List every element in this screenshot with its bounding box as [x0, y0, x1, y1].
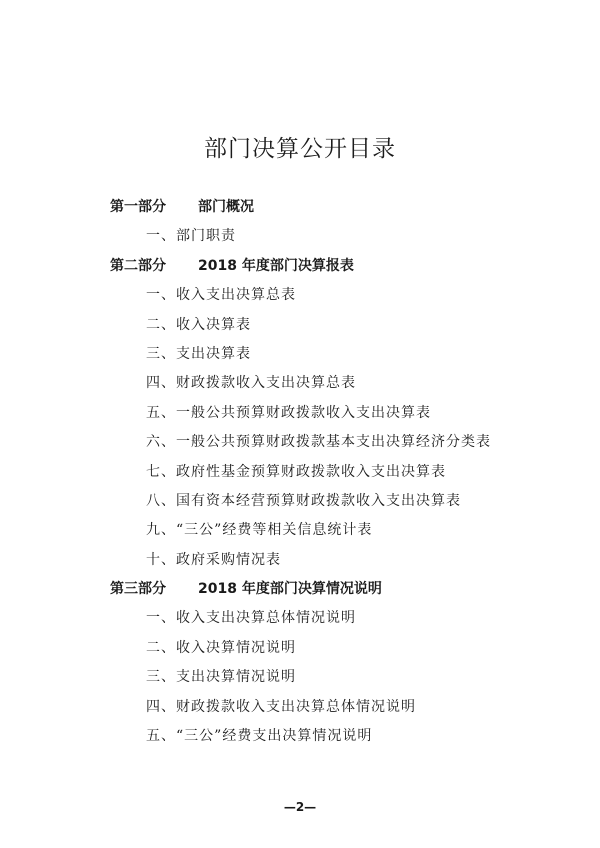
toc-item: 三、支出决算情况说明 — [146, 669, 296, 686]
part-heading-2 — [0, 252, 600, 281]
toc-item: 六、一般公共预算财政拨款基本支出决算经济分类表 — [146, 434, 491, 451]
toc-item: 一、收入支出决算总表 — [146, 287, 296, 304]
table-of-contents — [0, 193, 600, 751]
part-title: 2018 年度部门决算情况说明 — [198, 581, 382, 598]
part-heading-1 — [0, 193, 600, 222]
toc-item: 九、“三公”经费等相关信息统计表 — [146, 522, 373, 539]
toc-item: 一、部门职责 — [146, 228, 236, 245]
toc-item: 七、政府性基金预算财政拨款收入支出决算表 — [146, 463, 446, 480]
part-label: 第三部分 — [110, 581, 166, 598]
toc-item: 十、政府采购情况表 — [146, 551, 281, 568]
part-label: 第一部分 — [110, 199, 166, 215]
toc-item: 二、收入决算情况说明 — [146, 639, 296, 656]
toc-item: 一、收入支出决算总体情况说明 — [146, 610, 356, 627]
page-number: —2— — [283, 800, 317, 814]
toc-item: 五、一般公共预算财政拨款收入支出决算表 — [146, 404, 431, 421]
part-label: 第二部分 — [110, 257, 166, 274]
toc-item: 八、国有资本经营预算财政拨款收入支出决算表 — [146, 492, 461, 509]
toc-item: 四、财政拨款收入支出决算总表 — [146, 375, 356, 392]
part-title: 部门概况 — [198, 199, 254, 215]
toc-item: 二、收入决算表 — [146, 316, 251, 333]
toc-item: 四、财政拨款收入支出决算总体情况说明 — [146, 698, 416, 715]
toc-item: 五、“三公”经费支出决算情况说明 — [146, 728, 373, 745]
part-title: 2018 年度部门决算报表 — [198, 257, 354, 274]
page-title: 部门决算公开目录 — [204, 136, 396, 162]
toc-item: 三、支出决算表 — [146, 345, 251, 362]
part-heading-3 — [0, 575, 600, 604]
